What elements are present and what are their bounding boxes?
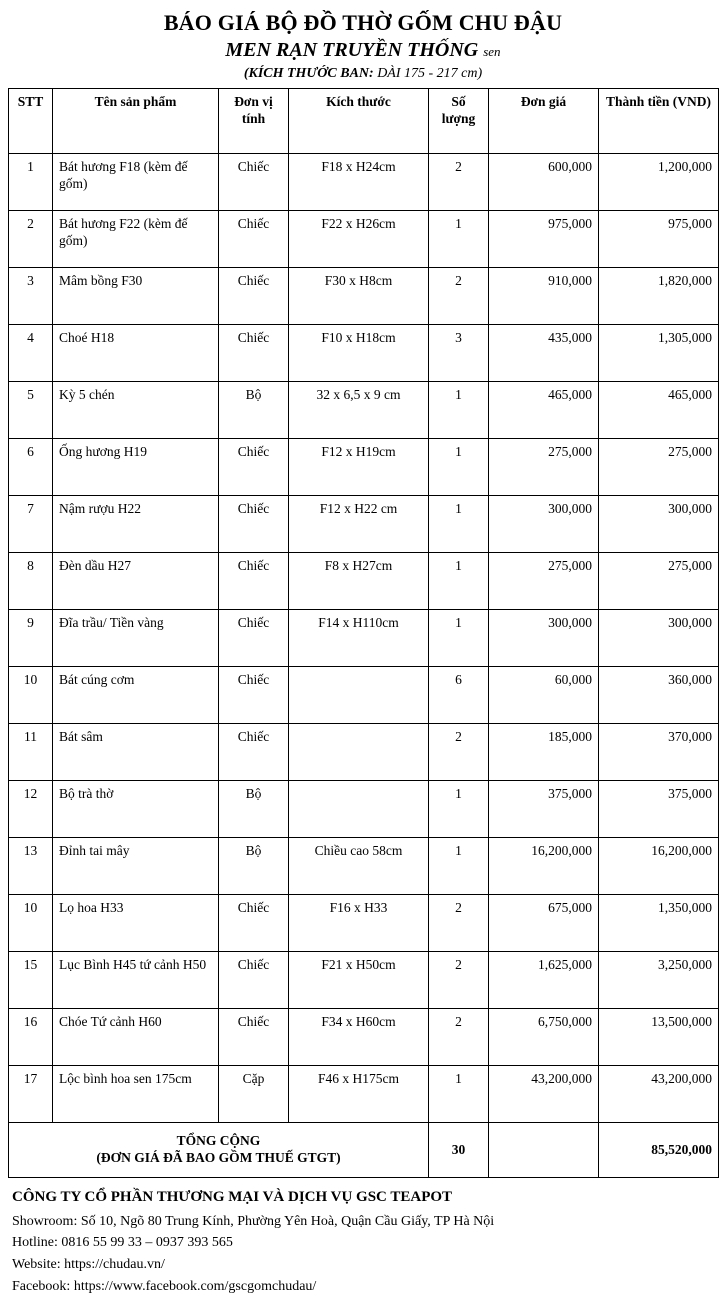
table-header — [9, 89, 719, 154]
cell-name: Kỳ 5 chén — [53, 382, 219, 439]
total-label-line2: (ĐƠN GIÁ ĐÃ BAO GỒM THUẾ GTGT) — [96, 1150, 341, 1166]
cell-qty: 2 — [429, 268, 489, 325]
cell-price: 975,000 — [489, 211, 599, 268]
cell-stt: 6 — [9, 439, 53, 496]
table-row — [9, 724, 719, 781]
table-row — [9, 496, 719, 553]
cell-size: F30 x H8cm — [289, 268, 429, 325]
cell-qty: 1 — [429, 382, 489, 439]
cell-size — [289, 781, 429, 838]
cell-name: Mâm bồng F30 — [53, 268, 219, 325]
cell-qty: 2 — [429, 1009, 489, 1066]
footer-facebook[interactable]: Facebook: https://www.facebook.com/gscgomchudau/ — [12, 1278, 317, 1294]
cell-qty: 1 — [429, 211, 489, 268]
cell-size: F10 x H18cm — [289, 325, 429, 382]
column-header-price: Đơn giá — [489, 89, 599, 154]
cell-name: Nậm rượu H22 — [53, 496, 219, 553]
document-footer — [8, 1178, 718, 1307]
cell-unit: Chiếc — [219, 154, 289, 211]
table-row — [9, 553, 719, 610]
table-row — [9, 1009, 719, 1066]
cell-stt: 10 — [9, 895, 53, 952]
cell-price: 60,000 — [489, 667, 599, 724]
footer-hotline: Hotline: 0816 55 99 33 – 0937 393 565 — [12, 1235, 233, 1251]
cell-name: Bát cúng cơm — [53, 667, 219, 724]
page-subtitle-text: MEN RẠN TRUYỀN THỐNG — [225, 39, 479, 62]
page-size-note-dimension: DÀI 175 - 217 cm) — [377, 66, 483, 82]
cell-total: 370,000 — [599, 724, 719, 781]
cell-name: Bát hương F22 (kèm đế gốm) — [53, 211, 219, 268]
cell-total: 465,000 — [599, 382, 719, 439]
table-row — [9, 952, 719, 1009]
cell-total: 3,250,000 — [599, 952, 719, 1009]
table-row — [9, 382, 719, 439]
cell-price: 6,750,000 — [489, 1009, 599, 1066]
cell-unit: Chiếc — [219, 439, 289, 496]
cell-unit: Cặp — [219, 1066, 289, 1123]
cell-stt: 13 — [9, 838, 53, 895]
cell-price: 185,000 — [489, 724, 599, 781]
cell-name: Đĩa trầu/ Tiền vàng — [53, 610, 219, 667]
table-row — [9, 1066, 719, 1123]
cell-total: 360,000 — [599, 667, 719, 724]
cell-total: 375,000 — [599, 781, 719, 838]
cell-stt: 12 — [9, 781, 53, 838]
cell-name: Bát sâm — [53, 724, 219, 781]
cell-total: 975,000 — [599, 211, 719, 268]
cell-qty: 1 — [429, 1066, 489, 1123]
cell-size: F34 x H60cm — [289, 1009, 429, 1066]
cell-qty: 2 — [429, 154, 489, 211]
cell-size: F22 x H26cm — [289, 211, 429, 268]
cell-size: F12 x H19cm — [289, 439, 429, 496]
cell-total: 43,200,000 — [599, 1066, 719, 1123]
cell-total: 13,500,000 — [599, 1009, 719, 1066]
cell-unit: Bộ — [219, 781, 289, 838]
cell-size: F12 x H22 cm — [289, 496, 429, 553]
table-row — [9, 439, 719, 496]
cell-price: 43,200,000 — [489, 1066, 599, 1123]
footer-website[interactable]: Website: https://chudau.vn/ — [12, 1256, 165, 1272]
cell-size: F8 x H27cm — [289, 553, 429, 610]
cell-price: 1,625,000 — [489, 952, 599, 1009]
cell-qty: 1 — [429, 439, 489, 496]
column-header-unit: Đơn vị tính — [219, 89, 289, 154]
cell-price: 675,000 — [489, 895, 599, 952]
cell-name: Lộc bình hoa sen 175cm — [53, 1066, 219, 1123]
cell-price: 275,000 — [489, 439, 599, 496]
cell-total: 1,820,000 — [599, 268, 719, 325]
cell-stt: 4 — [9, 325, 53, 382]
cell-name: Bát hương F18 (kèm đế gốm) — [53, 154, 219, 211]
cell-unit: Chiếc — [219, 667, 289, 724]
cell-price: 435,000 — [489, 325, 599, 382]
total-label-line1: TỔNG CỘNG — [176, 1133, 261, 1149]
cell-size: 32 x 6,5 x 9 cm — [289, 382, 429, 439]
cell-unit: Chiếc — [219, 496, 289, 553]
cell-size — [289, 724, 429, 781]
cell-stt: 17 — [9, 1066, 53, 1123]
cell-qty: 6 — [429, 667, 489, 724]
cell-unit: Bộ — [219, 382, 289, 439]
cell-stt: 7 — [9, 496, 53, 553]
document-header — [8, 6, 718, 88]
cell-name: Đỉnh tai mây — [53, 838, 219, 895]
cell-stt: 16 — [9, 1009, 53, 1066]
cell-stt: 8 — [9, 553, 53, 610]
table-row — [9, 895, 719, 952]
column-header-size: Kích thước — [289, 89, 429, 154]
cell-stt: 1 — [9, 154, 53, 211]
cell-unit: Chiếc — [219, 952, 289, 1009]
cell-stt: 9 — [9, 610, 53, 667]
cell-unit: Bộ — [219, 838, 289, 895]
cell-total: 1,350,000 — [599, 895, 719, 952]
cell-total: 1,200,000 — [599, 154, 719, 211]
page-subtitle-suffix: sen — [483, 44, 501, 60]
table-row — [9, 154, 719, 211]
cell-name: Bộ trà thờ — [53, 781, 219, 838]
cell-name: Chóe Tứ cảnh H60 — [53, 1009, 219, 1066]
total-price-empty — [489, 1123, 599, 1178]
cell-name: Lục Bình H45 tứ cảnh H50 — [53, 952, 219, 1009]
cell-price: 910,000 — [489, 268, 599, 325]
page-size-note — [8, 66, 718, 82]
column-header-stt: STT — [9, 89, 53, 154]
cell-total: 300,000 — [599, 610, 719, 667]
table-row — [9, 781, 719, 838]
cell-price: 375,000 — [489, 781, 599, 838]
cell-size: F14 x H110cm — [289, 610, 429, 667]
cell-qty: 1 — [429, 838, 489, 895]
total-quantity: 30 — [429, 1123, 489, 1178]
cell-qty: 1 — [429, 553, 489, 610]
cell-name: Lọ hoa H33 — [53, 895, 219, 952]
page-subtitle — [8, 37, 718, 63]
table-body — [9, 154, 719, 1178]
cell-size — [289, 667, 429, 724]
cell-qty: 3 — [429, 325, 489, 382]
page-size-note-prefix: (KÍCH THƯỚC BAN: — [243, 66, 374, 82]
page-title: BÁO GIÁ BỘ ĐỒ THỜ GỐM CHU ĐẬU — [163, 10, 563, 35]
total-label — [9, 1123, 429, 1178]
cell-total: 16,200,000 — [599, 838, 719, 895]
cell-total: 275,000 — [599, 553, 719, 610]
cell-name: Đèn dầu H27 — [53, 553, 219, 610]
quotation-table — [8, 88, 719, 1178]
cell-unit: Chiếc — [219, 211, 289, 268]
footer-company-name: CÔNG TY CỔ PHẦN THƯƠNG MẠI VÀ DỊCH VỤ GSC TEAPOT — [12, 1189, 453, 1206]
cell-price: 275,000 — [489, 553, 599, 610]
cell-qty: 1 — [429, 781, 489, 838]
table-row — [9, 325, 719, 382]
footer-showroom: Showroom: Số 10, Ngõ 80 Trung Kính, Phường Yên Hoà, Quận Cầu Giấy, TP Hà Nội — [12, 1213, 495, 1229]
column-header-total: Thành tiền (VND) — [599, 89, 719, 154]
cell-size: F21 x H50cm — [289, 952, 429, 1009]
cell-stt: 2 — [9, 211, 53, 268]
cell-unit: Chiếc — [219, 325, 289, 382]
table-row — [9, 610, 719, 667]
cell-qty: 1 — [429, 496, 489, 553]
cell-stt: 5 — [9, 382, 53, 439]
cell-price: 16,200,000 — [489, 838, 599, 895]
table-header-row — [9, 89, 719, 154]
table-row — [9, 667, 719, 724]
cell-name: Choé H18 — [53, 325, 219, 382]
cell-unit: Chiếc — [219, 895, 289, 952]
cell-size: Chiều cao 58cm — [289, 838, 429, 895]
table-row — [9, 268, 719, 325]
cell-unit: Chiếc — [219, 610, 289, 667]
cell-name: Ống hương H19 — [53, 439, 219, 496]
cell-unit: Chiếc — [219, 1009, 289, 1066]
cell-qty: 2 — [429, 724, 489, 781]
cell-stt: 11 — [9, 724, 53, 781]
cell-total: 300,000 — [599, 496, 719, 553]
cell-total: 1,305,000 — [599, 325, 719, 382]
table-total-row — [9, 1123, 719, 1178]
cell-price: 465,000 — [489, 382, 599, 439]
cell-total: 275,000 — [599, 439, 719, 496]
cell-size: F46 x H175cm — [289, 1066, 429, 1123]
table-row — [9, 838, 719, 895]
cell-stt: 3 — [9, 268, 53, 325]
cell-unit: Chiếc — [219, 724, 289, 781]
cell-stt: 15 — [9, 952, 53, 1009]
cell-qty: 2 — [429, 895, 489, 952]
total-amount: 85,520,000 — [599, 1123, 719, 1178]
cell-unit: Chiếc — [219, 553, 289, 610]
cell-qty: 2 — [429, 952, 489, 1009]
column-header-qty: Số lượng — [429, 89, 489, 154]
cell-size: F16 x H33 — [289, 895, 429, 952]
cell-stt: 10 — [9, 667, 53, 724]
cell-price: 300,000 — [489, 496, 599, 553]
table-row — [9, 211, 719, 268]
column-header-name: Tên sản phẩm — [53, 89, 219, 154]
cell-unit: Chiếc — [219, 268, 289, 325]
cell-price: 600,000 — [489, 154, 599, 211]
cell-qty: 1 — [429, 610, 489, 667]
cell-price: 300,000 — [489, 610, 599, 667]
cell-size: F18 x H24cm — [289, 154, 429, 211]
